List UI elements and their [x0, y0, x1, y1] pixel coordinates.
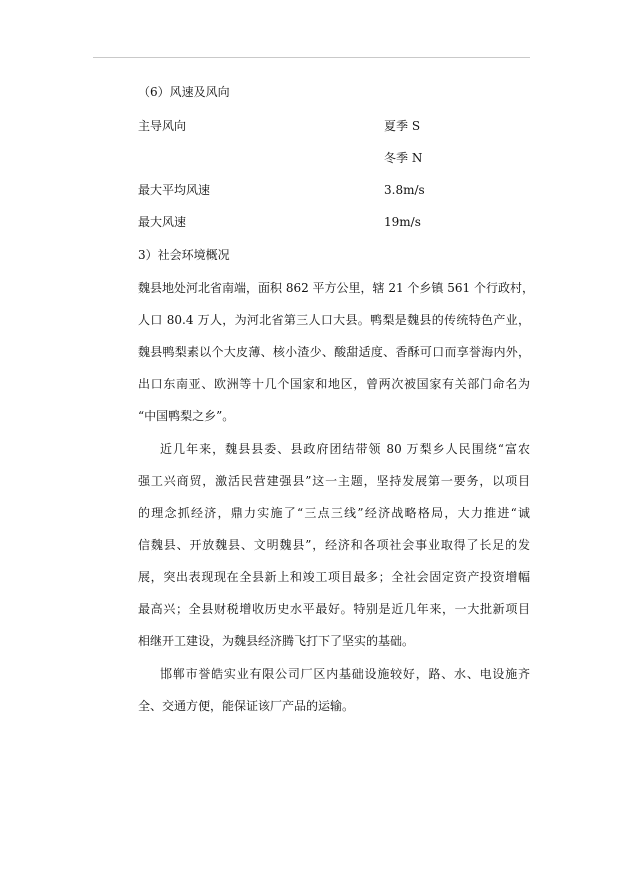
paragraph-line: 出口东南亚、欧洲等十几个国家和地区，曾两次被国家有关部门命名为: [138, 377, 530, 391]
paragraph-line: 的理念抓经济，鼎力实施了“三点三线”经济战略格局，大力推进“诚: [138, 506, 530, 520]
paragraph-line: 人口 80.4 万人，为河北省第三人口大县。鸭梨是魏县的传统特色产业，: [138, 313, 530, 327]
paragraph-line: 最高兴；全县财税增收历史水平最好。特别是近几年来，一大批新项目: [138, 602, 530, 616]
paragraph-line: 近几年来，魏县县委、县政府团结带领 80 万梨乡人民围绕“富农: [160, 442, 530, 456]
paragraph-line: 相继开工建设，为魏县经济腾飞打下了坚实的基础。: [138, 634, 415, 648]
wind-row-value: 19m/s: [384, 215, 421, 229]
wind-row: [138, 182, 425, 198]
header-rule: [93, 57, 530, 58]
wind-row-label: 最大平均风速: [138, 183, 211, 197]
wind-row-value: 夏季 S: [384, 119, 421, 133]
wind-row-value: 冬季 N: [384, 151, 423, 165]
wind-row: [138, 214, 421, 230]
paragraph-line: 全、交通方便，能保证该厂产品的运输。: [138, 699, 355, 713]
paragraph-line: 展，突出表现现在全县新上和竣工项目最多；全社会固定资产投资增幅: [138, 570, 530, 584]
subsection-title: 3）社会环境概况: [138, 248, 230, 262]
paragraph-line: 强工兴商贸，激活民营建强县”这一主题，坚持发展第一要务，以项目: [138, 474, 530, 488]
paragraph-line: 信魏县、开放魏县、文明魏县”，经济和各项社会事业取得了长足的发: [138, 538, 530, 552]
paragraph-line: 魏县鸭梨素以个大皮薄、核小渣少、酸甜适度、香酥可口而享誉海内外，: [138, 345, 530, 359]
wind-row-label: 主导风向: [138, 119, 187, 133]
paragraph-line: 魏县地处河北省南端，面积 862 平方公里，辖 21 个乡镇 561 个行政村，: [138, 281, 534, 295]
section-title: （6）风速及风向: [138, 85, 230, 99]
wind-row-label: 最大风速: [138, 215, 187, 229]
paragraph-line: “中国鸭梨之乡”。: [138, 409, 235, 423]
wind-row: [138, 118, 421, 134]
paragraph-line: 邯郸市誉皓实业有限公司厂区内基础设施较好，路、水、电设施齐: [160, 667, 530, 681]
wind-row-value: 3.8m/s: [384, 183, 425, 197]
